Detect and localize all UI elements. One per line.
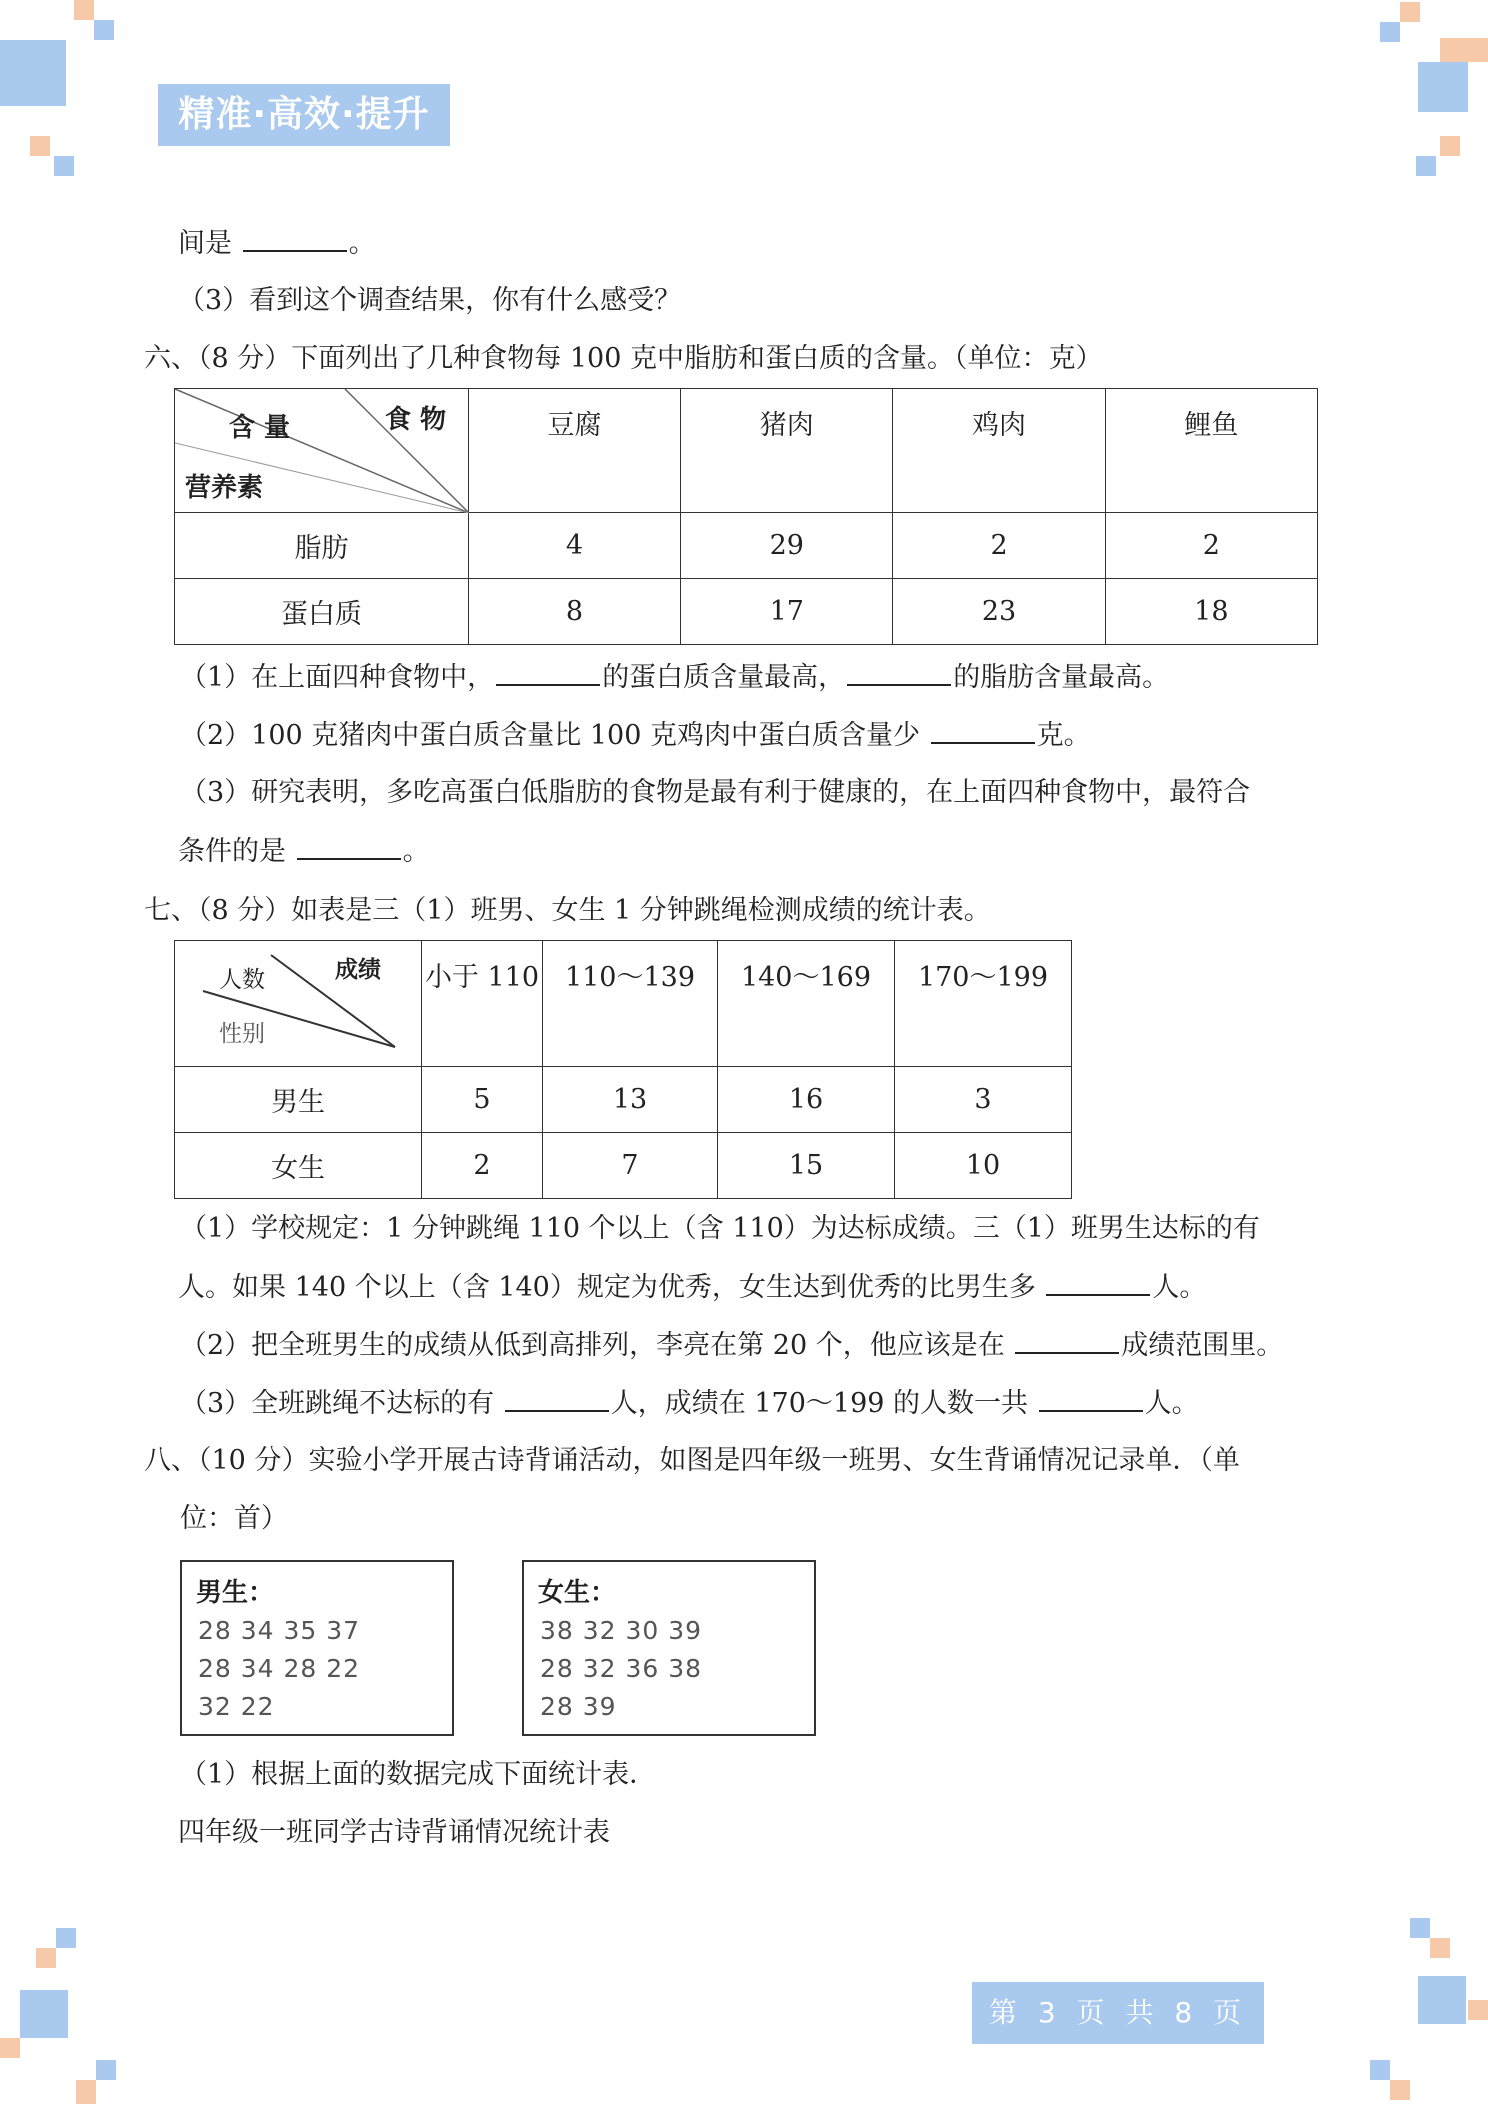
boys-record-card <box>180 1560 454 1736</box>
table-cell: 2 <box>422 1133 543 1199</box>
q-text: 。 <box>402 836 430 867</box>
q-text: （2）100 克猪肉中蛋白质含量比 100 克鸡肉中蛋白质含量少 <box>180 720 920 751</box>
table-cell: 10 <box>895 1133 1072 1199</box>
row-label: 蛋白质 <box>175 579 469 645</box>
sec7-q1-line1: （1）学校规定：1 分钟跳绳 110 个以上（含 110）为达标成绩。三（1）班男生达标的有 <box>180 1213 1260 1244</box>
q-text: 人，成绩在 170～199 的人数一共 <box>610 1388 1029 1419</box>
table-cell: 16 <box>718 1067 895 1133</box>
q-text: （1）在上面四种食物中， <box>180 662 495 693</box>
table-cell: 15 <box>718 1133 895 1199</box>
table-row <box>175 1067 1072 1133</box>
sec6-q3-line2 <box>178 834 430 869</box>
diag-label-content: 含 量 <box>229 413 291 443</box>
prev-question-line <box>178 226 376 261</box>
q-text: 人。 <box>1152 1272 1207 1303</box>
sec6-title: 六、（8 分）下面列出了几种食物每 100 克中脂肪和蛋白质的含量。（单位：克） <box>144 343 1103 374</box>
q-text: 的脂肪含量最高。 <box>953 662 1170 693</box>
jump-rope-table-diagonal-header <box>175 941 422 1067</box>
boys-record-title: 男生： <box>196 1578 275 1608</box>
prev-q3: （3）看到这个调查结果，你有什么感受？ <box>178 285 682 316</box>
answer-blank[interactable] <box>505 1386 609 1412</box>
jump-rope-table <box>174 940 1072 1199</box>
column-header: 110～139 <box>543 941 718 1067</box>
table-row <box>175 513 1318 579</box>
record-row: 28 39 <box>540 1692 617 1721</box>
girls-record-title: 女生： <box>538 1578 617 1608</box>
table-cell: 8 <box>468 579 680 645</box>
table-cell: 29 <box>681 513 893 579</box>
row-label: 女生 <box>175 1133 422 1199</box>
diagonal-lines-graphic <box>175 941 421 1067</box>
girls-record-card <box>522 1560 816 1736</box>
sec8-q1: （1）根据上面的数据完成下面统计表． <box>180 1759 657 1790</box>
sec7-q1-line2 <box>178 1270 1206 1305</box>
table-cell: 13 <box>543 1067 718 1133</box>
table-row <box>175 1133 1072 1199</box>
q-text: （2）把全班男生的成绩从低到高排列，李亮在第 20 个，他应该是在 <box>180 1330 1005 1361</box>
record-row: 32 22 <box>198 1692 275 1721</box>
table-cell: 3 <box>895 1067 1072 1133</box>
sec8-title-line2: 位：首） <box>180 1503 288 1534</box>
table-cell: 2 <box>1105 513 1317 579</box>
answer-blank[interactable] <box>931 718 1035 744</box>
sec6-q2 <box>180 718 1091 753</box>
table-cell: 4 <box>468 513 680 579</box>
table-cell: 18 <box>1105 579 1317 645</box>
sec8-title-line1: 八、（10 分）实验小学开展古诗背诵活动，如图是四年级一班男、女生背诵情况记录单．（单 <box>144 1445 1240 1476</box>
column-header: 170～199 <box>895 941 1072 1067</box>
column-header: 鸡肉 <box>893 389 1105 513</box>
answer-blank[interactable] <box>1039 1386 1143 1412</box>
diag-label-count: 人数 <box>219 967 265 993</box>
row-label: 男生 <box>175 1067 422 1133</box>
q-text: 成绩范围里。 <box>1121 1330 1284 1361</box>
answer-blank[interactable] <box>847 660 951 686</box>
table-cell: 17 <box>681 579 893 645</box>
q-text: 人。 <box>1144 1388 1199 1419</box>
record-row: 28 34 28 22 <box>198 1654 361 1683</box>
sec7-title: 七、（8 分）如表是三（1）班男、女生 1 分钟跳绳检测成绩的统计表。 <box>144 895 991 926</box>
header-badge: 精准·高效·提升 <box>158 84 450 146</box>
prev-text: 间是 <box>178 228 232 259</box>
table-cell: 5 <box>422 1067 543 1133</box>
answer-blank[interactable] <box>496 660 600 686</box>
sec7-q2 <box>180 1328 1283 1363</box>
sec8-table-title: 四年级一班同学古诗背诵情况统计表 <box>178 1817 610 1848</box>
answer-blank[interactable] <box>243 226 347 252</box>
table-row <box>175 579 1318 645</box>
answer-blank[interactable] <box>1015 1328 1119 1354</box>
sec6-q1 <box>180 660 1169 695</box>
answer-blank[interactable] <box>297 834 401 860</box>
diag-label-food: 食 物 <box>385 405 447 435</box>
q-text: 人。如果 140 个以上（含 140）规定为优秀，女生达到优秀的比男生多 <box>178 1272 1036 1303</box>
answer-blank[interactable] <box>1046 1270 1150 1296</box>
table-cell: 7 <box>543 1133 718 1199</box>
q-text: 的蛋白质含量最高， <box>602 662 846 693</box>
q-text: （3）全班跳绳不达标的有 <box>180 1388 495 1419</box>
sec7-q3 <box>180 1386 1199 1421</box>
q-text: 条件的是 <box>178 836 286 867</box>
prev-suffix: 。 <box>348 228 376 259</box>
record-row: 28 34 35 37 <box>198 1616 361 1645</box>
page-number-badge: 第 3 页 共 8 页 <box>972 1982 1264 2044</box>
column-header: 鲤鱼 <box>1105 389 1317 513</box>
column-header: 豆腐 <box>468 389 680 513</box>
column-header: 小于 110 <box>422 941 543 1067</box>
column-header: 140～169 <box>718 941 895 1067</box>
record-row: 38 32 30 39 <box>540 1616 703 1645</box>
record-row: 28 32 36 38 <box>540 1654 703 1683</box>
table-cell: 23 <box>893 579 1105 645</box>
nutrition-table <box>174 388 1318 645</box>
nutrition-table-diagonal-header <box>175 389 469 513</box>
q-text: 克。 <box>1036 720 1091 751</box>
diag-label-nutrient: 营养素 <box>185 473 264 503</box>
table-cell: 2 <box>893 513 1105 579</box>
column-header: 猪肉 <box>681 389 893 513</box>
diag-label-score: 成绩 <box>335 956 381 983</box>
diag-label-gender: 性别 <box>219 1021 265 1047</box>
row-label: 脂肪 <box>175 513 469 579</box>
sec6-q3-line1: （3）研究表明，多吃高蛋白低脂肪的食物是最有利于健康的，在上面四种食物中，最符合 <box>180 777 1251 808</box>
